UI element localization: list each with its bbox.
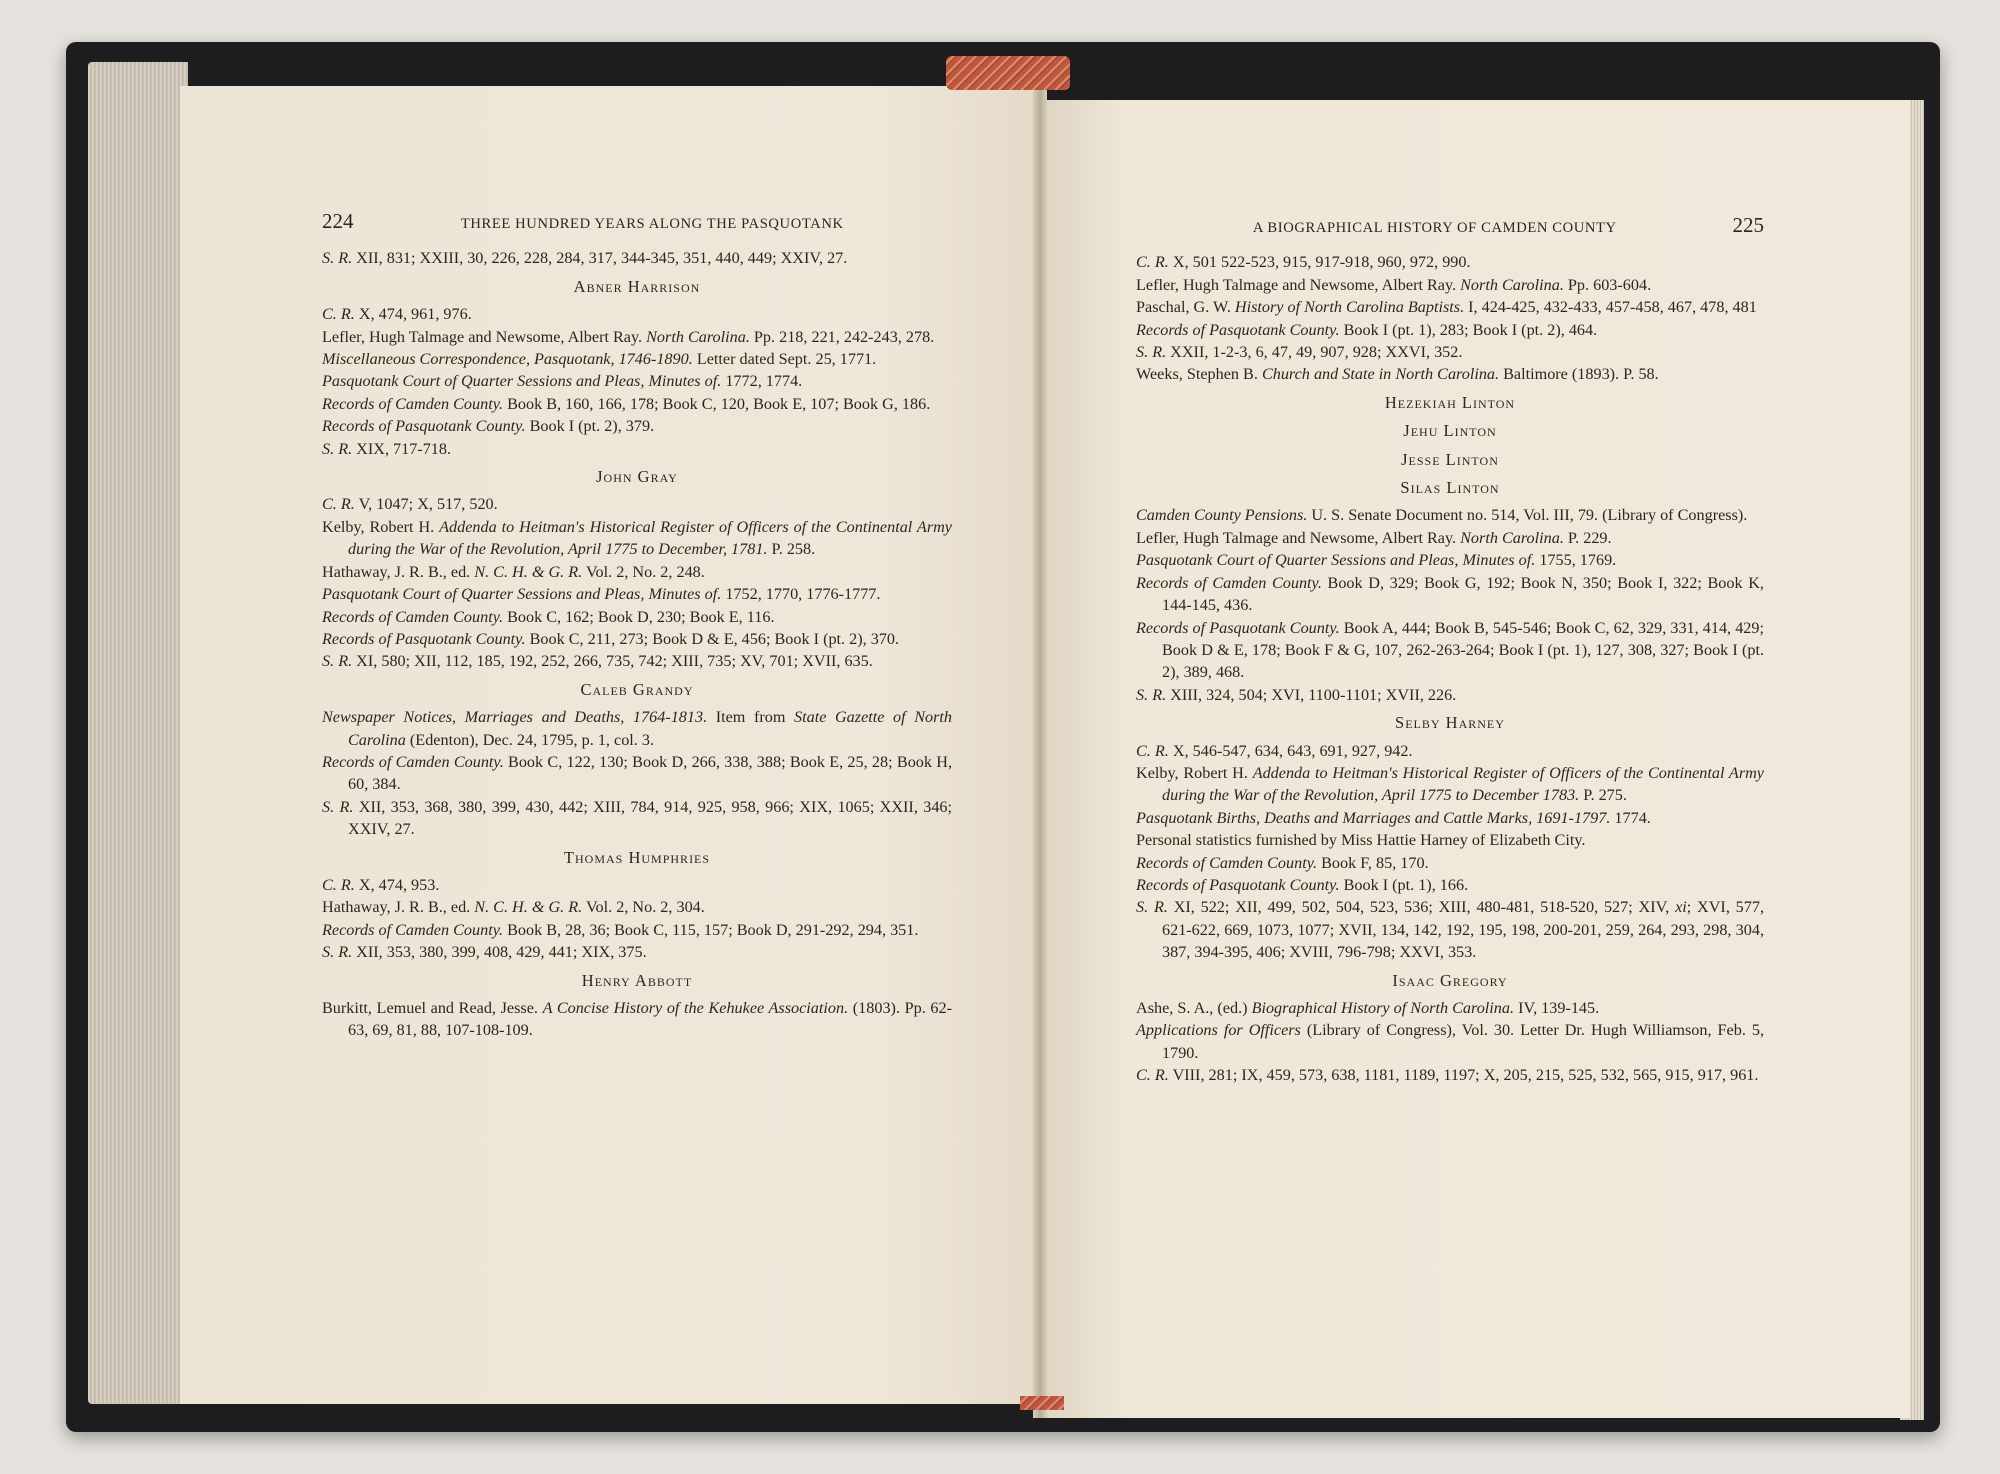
citation-entry: Pasquotank Court of Quarter Sessions and Pleas, Minutes of. 1755, 1769.: [1136, 551, 1617, 570]
citation-entry: S. R. XIII, 324, 504; XVI, 1100-1101; XVII, 226.: [1136, 685, 1457, 704]
citation-entry: S. R. XII, 831; XXIII, 30, 226, 228, 284, 317, 344-345, 351, 440, 449; XXIV, 27.: [322, 249, 848, 268]
section-heading: John Gray: [596, 467, 678, 487]
section-heading: Hezekiah Linton: [1384, 392, 1516, 412]
citation-entry: Records of Camden County. Book D, 329; Book G, 192; Book N, 350; Book I, 322; Book K, 144-145, 436.: [1136, 573, 1764, 615]
citation-entry: Personal statistics furnished by Miss Hattie Harney of Elizabeth City.: [1136, 831, 1586, 850]
headband: [946, 56, 1070, 90]
book-gutter: [1033, 86, 1047, 1418]
citation-entry: C. R. V, 1047; X, 517, 520.: [322, 495, 498, 514]
section-heading: Thomas Humphries: [563, 847, 711, 867]
citation-entry: Records of Pasquotank County. Book I (pt. 1), 166.: [1136, 875, 1469, 894]
citation-entry: Pasquotank Court of Quarter Sessions and Pleas, Minutes of. 1772, 1774.: [322, 372, 803, 391]
section-heading: Caleb Grandy: [580, 679, 694, 699]
citation-entry: Kelby, Robert H. Addenda to Heitman's Historical Register of Officers of the Continental Army during the War of the Revolution, April 1775 to December, 1781. P. 258.: [322, 517, 952, 559]
section-heading: Selby Harney: [1395, 713, 1505, 733]
citation-entry: Records of Pasquotank County. Book I (pt. 2), 379.: [322, 417, 655, 436]
citation-entry: Newspaper Notices, Marriages and Deaths, 1764-1813. Item from State Gazette of North Carolina (Edenton), Dec. 24, 1795, p. 1, col. 3.: [322, 708, 952, 749]
citation-entry: Pasquotank Court of Quarter Sessions and Pleas, Minutes of. 1752, 1770, 1776-1777.: [322, 585, 881, 604]
citation-entry: Lefler, Hugh Talmage and Newsome, Albert Ray. North Carolina. Pp. 603-604.: [1136, 275, 1652, 294]
citation-entry: Paschal, G. W. History of North Carolina Baptists. I, 424-425, 432-433, 457-458, 467, 478, 481: [1136, 298, 1757, 317]
page-number: 225: [1732, 213, 1764, 237]
right-page-text: [1136, 214, 1764, 1087]
left-page-text: [322, 210, 952, 1042]
citation-entry: S. R. XI, 580; XII, 112, 185, 192, 252, 266, 735, 742; XIII, 735; XV, 701; XVII, 635.: [322, 652, 873, 671]
citation-entry: Records of Pasquotank County. Book I (pt. 1), 283; Book I (pt. 2), 464.: [1136, 320, 1598, 339]
citation-entry: Ashe, S. A., (ed.) Biographical History of North Carolina. IV, 139-145.: [1136, 999, 1600, 1017]
citation-entry: Kelby, Robert H. Addenda to Heitman's Historical Register of Officers of the Continental Army during the War of the Revolution, April 1775 to December 1783. P. 275.: [1136, 763, 1764, 805]
section-heading: Isaac Gregory: [1392, 970, 1508, 990]
citation-entry: C. R. VIII, 281; IX, 459, 573, 638, 1181, 1189, 1197; X, 205, 215, 525, 532, 565, 915, 917, 961.: [1136, 1066, 1759, 1085]
page-number: 224: [322, 209, 354, 233]
citation-entry: Records of Camden County. Book C, 122, 130; Book D, 266, 338, 388; Book E, 25, 28; Book H, 60, 384.: [322, 752, 952, 794]
citation-entry: Lefler, Hugh Talmage and Newsome, Albert Ray. North Carolina. P. 229.: [1136, 528, 1612, 547]
section-heading: Silas Linton: [1400, 478, 1500, 498]
citation-entry: Records of Camden County. Book B, 160, 166, 178; Book C, 120, Book E, 107; Book G, 186.: [322, 394, 931, 413]
running-head-title: THREE HUNDRED YEARS ALONG THE PASQUOTANK: [460, 216, 844, 232]
section-heading: Jesse Linton: [1401, 449, 1499, 469]
section-heading: Jehu Linton: [1403, 421, 1497, 441]
citation-entry: Applications for Officers (Library of Congress), Vol. 30. Letter Dr. Hugh Williamson, Feb. 5, 1790.: [1136, 1021, 1764, 1062]
citation-entry: Camden County Pensions. U. S. Senate Document no. 514, Vol. III, 79. (Library of Congress).: [1136, 506, 1748, 525]
citation-entry: Records of Camden County. Book F, 85, 170.: [1136, 853, 1429, 872]
citation-entry: Records of Camden County. Book C, 162; Book D, 230; Book E, 116.: [322, 607, 775, 626]
citation-entry: C. R. X, 474, 961, 976.: [322, 305, 472, 324]
citation-entry: Weeks, Stephen B. Church and State in North Carolina. Baltimore (1893). P. 58.: [1136, 365, 1659, 384]
citation-entry: Lefler, Hugh Talmage and Newsome, Albert Ray. North Carolina. Pp. 218, 221, 242-243, 278.: [322, 327, 935, 346]
right-running-header: [1136, 214, 1764, 239]
citation-entry: Miscellaneous Correspondence, Pasquotank, 1746-1890. Letter dated Sept. 25, 1771.: [322, 350, 877, 369]
citation-entry: Records of Pasquotank County. Book A, 444; Book B, 545-546; Book C, 62, 329, 331, 414, 429; Book D & E, 178; Book F & G, 107, 262-263-264; Book I (pt. 1), 127, 308, 327; Book I (pt. 2), 389, 468.: [1136, 618, 1764, 682]
tailband: [1020, 1396, 1064, 1410]
running-head-title: A BIOGRAPHICAL HISTORY OF CAMDEN COUNTY: [1252, 220, 1617, 236]
citation-entry: Records of Camden County. Book B, 28, 36; Book C, 115, 157; Book D, 291-292, 294, 351.: [322, 920, 919, 939]
citation-entry: S. R. XII, 353, 368, 380, 399, 430, 442; XIII, 784, 914, 925, 958, 966; XIX, 1065; XXII, 346; XXIV, 27.: [322, 797, 952, 839]
citation-entry: Pasquotank Births, Deaths and Marriages and Cattle Marks, 1691-1797. 1774.: [1136, 808, 1651, 827]
section-heading: Henry Abbott: [581, 970, 693, 990]
citation-entry: S. R. XXII, 1-2-3, 6, 47, 49, 907, 928; XXVI, 352.: [1136, 343, 1463, 362]
citation-entry: C. R. X, 474, 953.: [322, 875, 440, 894]
left-page-body: [322, 247, 952, 1041]
citation-entry: C. R. X, 546-547, 634, 643, 691, 927, 942.: [1136, 741, 1413, 760]
page-edges-left: [88, 62, 188, 1404]
citation-entry: S. R. XII, 353, 380, 399, 408, 429, 441; XIX, 375.: [322, 943, 647, 962]
section-heading: Abner Harrison: [573, 276, 701, 296]
citation-entry: Hathaway, J. R. B., ed. N. C. H. & G. R. Vol. 2, No. 2, 304.: [322, 898, 705, 917]
citation-entry: Records of Pasquotank County. Book C, 211, 273; Book D & E, 456; Book I (pt. 2), 370.: [322, 629, 900, 648]
citation-entry: Hathaway, J. R. B., ed. N. C. H. & G. R. Vol. 2, No. 2, 248.: [322, 562, 705, 581]
citation-entry: C. R. X, 501 522-523, 915, 917-918, 960, 972, 990.: [1136, 253, 1471, 272]
right-page-body: [1136, 251, 1764, 1086]
citation-entry: Burkitt, Lemuel and Read, Jesse. A Concise History of the Kehukee Association. (1803). Pp. 62-63, 69, 81, 88, 107-108-109.: [322, 999, 952, 1040]
left-running-header: [322, 210, 952, 235]
citation-entry: S. R. XI, 522; XII, 499, 502, 504, 523, 536; XIII, 480-481, 518-520, 527; XIV, xi; XVI, 577, 621-622, 669, 1073, 1077; XVII, 134, 142, 192, 195, 198, 200-201, 259, 264, 293, 298, 304, 387, 394-395, 406; XVIII, 796-798; XXVI, 353.: [1136, 898, 1764, 962]
citation-entry: S. R. XIX, 717-718.: [322, 439, 452, 458]
